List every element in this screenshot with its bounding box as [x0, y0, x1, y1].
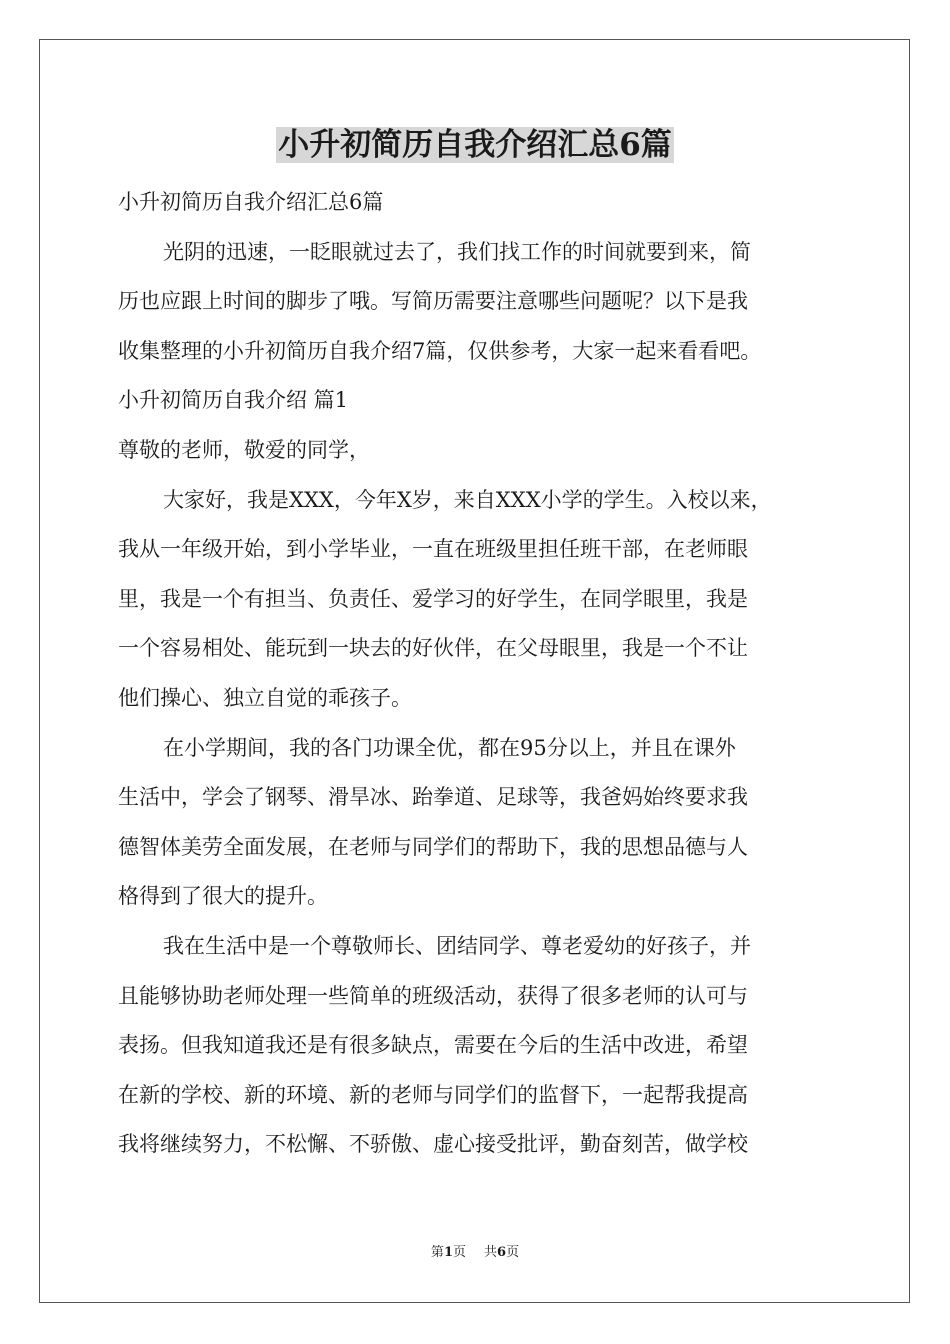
total-suffix: 页 — [506, 1245, 520, 1260]
total-pages: 6 — [497, 1245, 507, 1260]
body-line: 我将继续努力，不松懈、不骄傲、虚心接受批评，勤奋刻苦，做学校 — [118, 1132, 748, 1157]
body-line: 我在生活中是一个尊敬师长、团结同学、尊老爱幼的好孩子，并 — [163, 933, 751, 958]
body-line: 小升初简历自我介绍 篇1 — [118, 388, 349, 413]
body-line: 在新的学校、新的环境、新的老师与同学们的监督下，一起帮我提高 — [118, 1082, 748, 1107]
body-line: 历也应跟上时间的脚步了哦。写简历需要注意哪些问题呢？以下是我 — [118, 289, 748, 314]
body-line: 我从一年级开始，到小学毕业，一直在班级里担任班干部，在老师眼 — [118, 537, 748, 562]
page-suffix: 页 — [452, 1245, 466, 1260]
page-footer — [0, 1244, 950, 1262]
body-line: 德智体美劳全面发展，在老师与同学们的帮助下，我的思想品德与人 — [118, 834, 748, 859]
page-prefix: 第 — [430, 1245, 444, 1260]
body-line: 里，我是一个有担当、负责任、爱学习的好学生，在同学眼里，我是 — [118, 586, 748, 611]
body-line: 且能够协助老师处理一些简单的班级活动，获得了很多老师的认可与 — [118, 983, 748, 1008]
body-line: 格得到了很大的提升。 — [118, 884, 328, 909]
body-line: 光阴的迅速，一眨眼就过去了，我们找工作的时间就要到来，简 — [163, 239, 751, 264]
body-line: 在小学期间，我的各门功课全优，都在95分以上，并且在课外 — [163, 735, 736, 760]
document-body — [118, 178, 838, 1170]
body-line: 收集整理的小升初简历自我介绍7篇，仅供参考，大家一起来看看吧。 — [118, 338, 762, 363]
page-number: 1 — [443, 1245, 453, 1260]
body-line: 一个容易相处、能玩到一块去的好伙伴，在父母眼里，我是一个不让 — [118, 636, 748, 661]
body-line: 生活中，学会了钢琴、滑旱冰、跆拳道、足球等，我爸妈始终要求我 — [118, 785, 748, 810]
body-line: 小升初简历自我介绍汇总6篇 — [118, 190, 384, 214]
body-line: 大家好，我是XXX，今年X岁，来自XXX小学的学生。入校以来， — [163, 487, 772, 512]
body-line: 尊敬的老师，敬爱的同学， — [118, 437, 370, 462]
body-line: 表扬。但我知道我还是有很多缺点，需要在今后的生活中改进，希望 — [118, 1033, 748, 1058]
document-title — [0, 122, 950, 168]
document-title-text: 小升初简历自我介绍汇总6篇 — [278, 127, 672, 163]
body-line: 他们操心、独立自觉的乖孩子。 — [118, 685, 412, 710]
total-prefix: 共 — [484, 1245, 498, 1260]
